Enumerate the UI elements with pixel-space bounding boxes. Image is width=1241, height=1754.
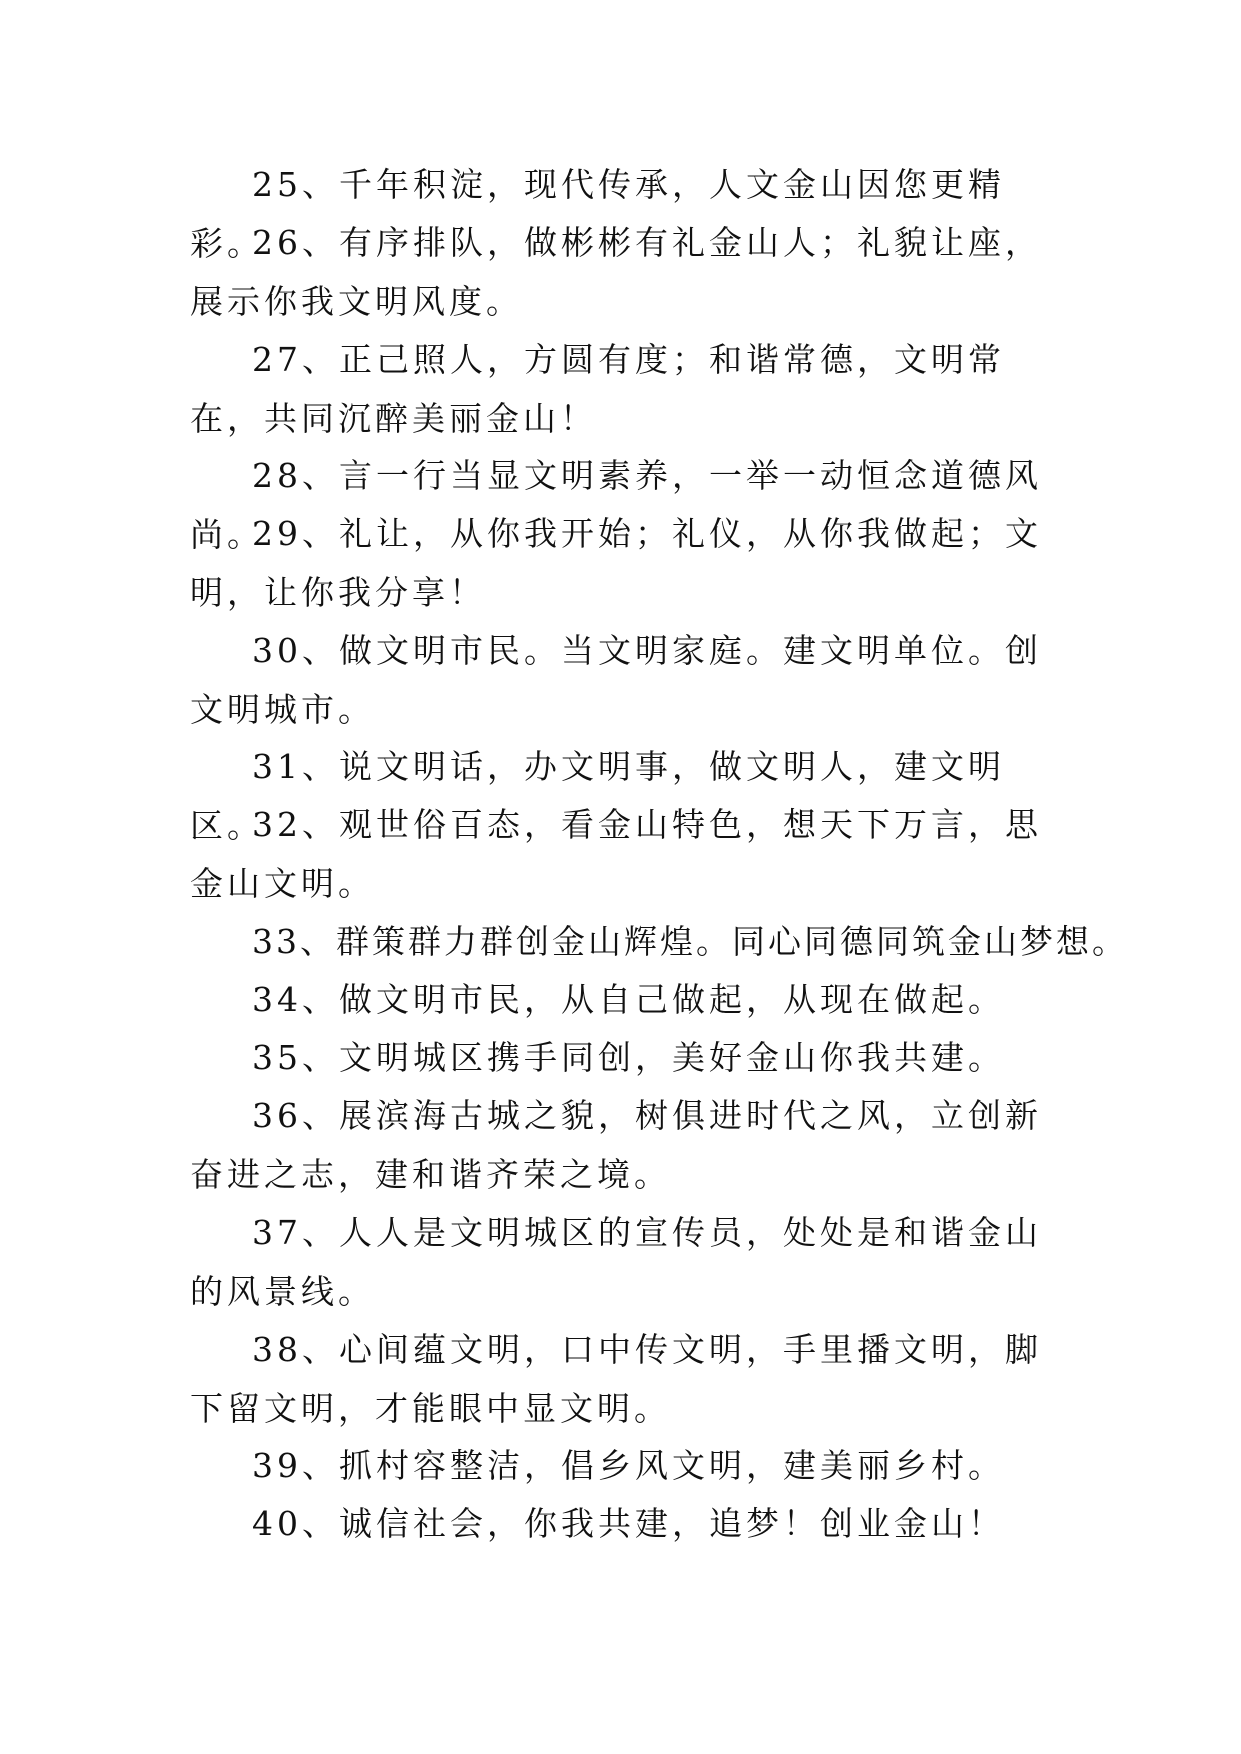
- slogan-31: 31、说文明话，办文明事，做文明人，建文明区。: [190, 747, 1005, 845]
- slogan-35: 35、文明城区携手同创，美好金山你我共建。: [252, 1038, 1005, 1077]
- slogan-30: 30、做文明市民。当文明家庭。建文明单位。创文明城市。: [190, 631, 1042, 729]
- slogan-40: 40、诚信社会，你我共建，追梦！创业金山！: [252, 1504, 1005, 1543]
- slogan-38: 38、心间蕴文明，口中传文明，手里播文明，脚下留文明，才能眼中显文明。: [190, 1330, 1042, 1428]
- slogan-27: 27、正己照人，方圆有度；和谐常德，文明常在，共同沉醉美丽金山！: [190, 340, 1005, 438]
- slogan-28: 28、言一行当显文明素养，一举一动恒念道德风尚。: [190, 456, 1042, 554]
- slogan-26: 26、有序排队，做彬彬有礼金山人；礼貌让座，展示你我文明风度。: [190, 223, 1042, 321]
- slogan-34: 34、做文明市民，从自己做起，从现在做起。: [252, 980, 1005, 1019]
- slogan-32: 32、观世俗百态，看金山特色，想天下万言，思金山文明。: [190, 805, 1042, 903]
- slogan-37: 37、人人是文明城区的宣传员，处处是和谐金山的风景线。: [190, 1213, 1042, 1311]
- slogan-25: 25、千年积淀，现代传承，人文金山因您更精彩。: [190, 165, 1005, 263]
- slogan-39: 39、抓村容整洁，倡乡风文明，建美丽乡村。: [252, 1446, 1005, 1485]
- slogan-33: 33、群策群力群创金山辉煌。同心同德同筑金山梦想。: [252, 922, 1128, 961]
- slogan-29: 29、礼让，从你我开始；礼仪，从你我做起；文明，让你我分享！: [190, 514, 1042, 612]
- slogan-36: 36、展滨海古城之貌，树俱进时代之风，立创新奋进之志，建和谐齐荣之境。: [190, 1096, 1042, 1194]
